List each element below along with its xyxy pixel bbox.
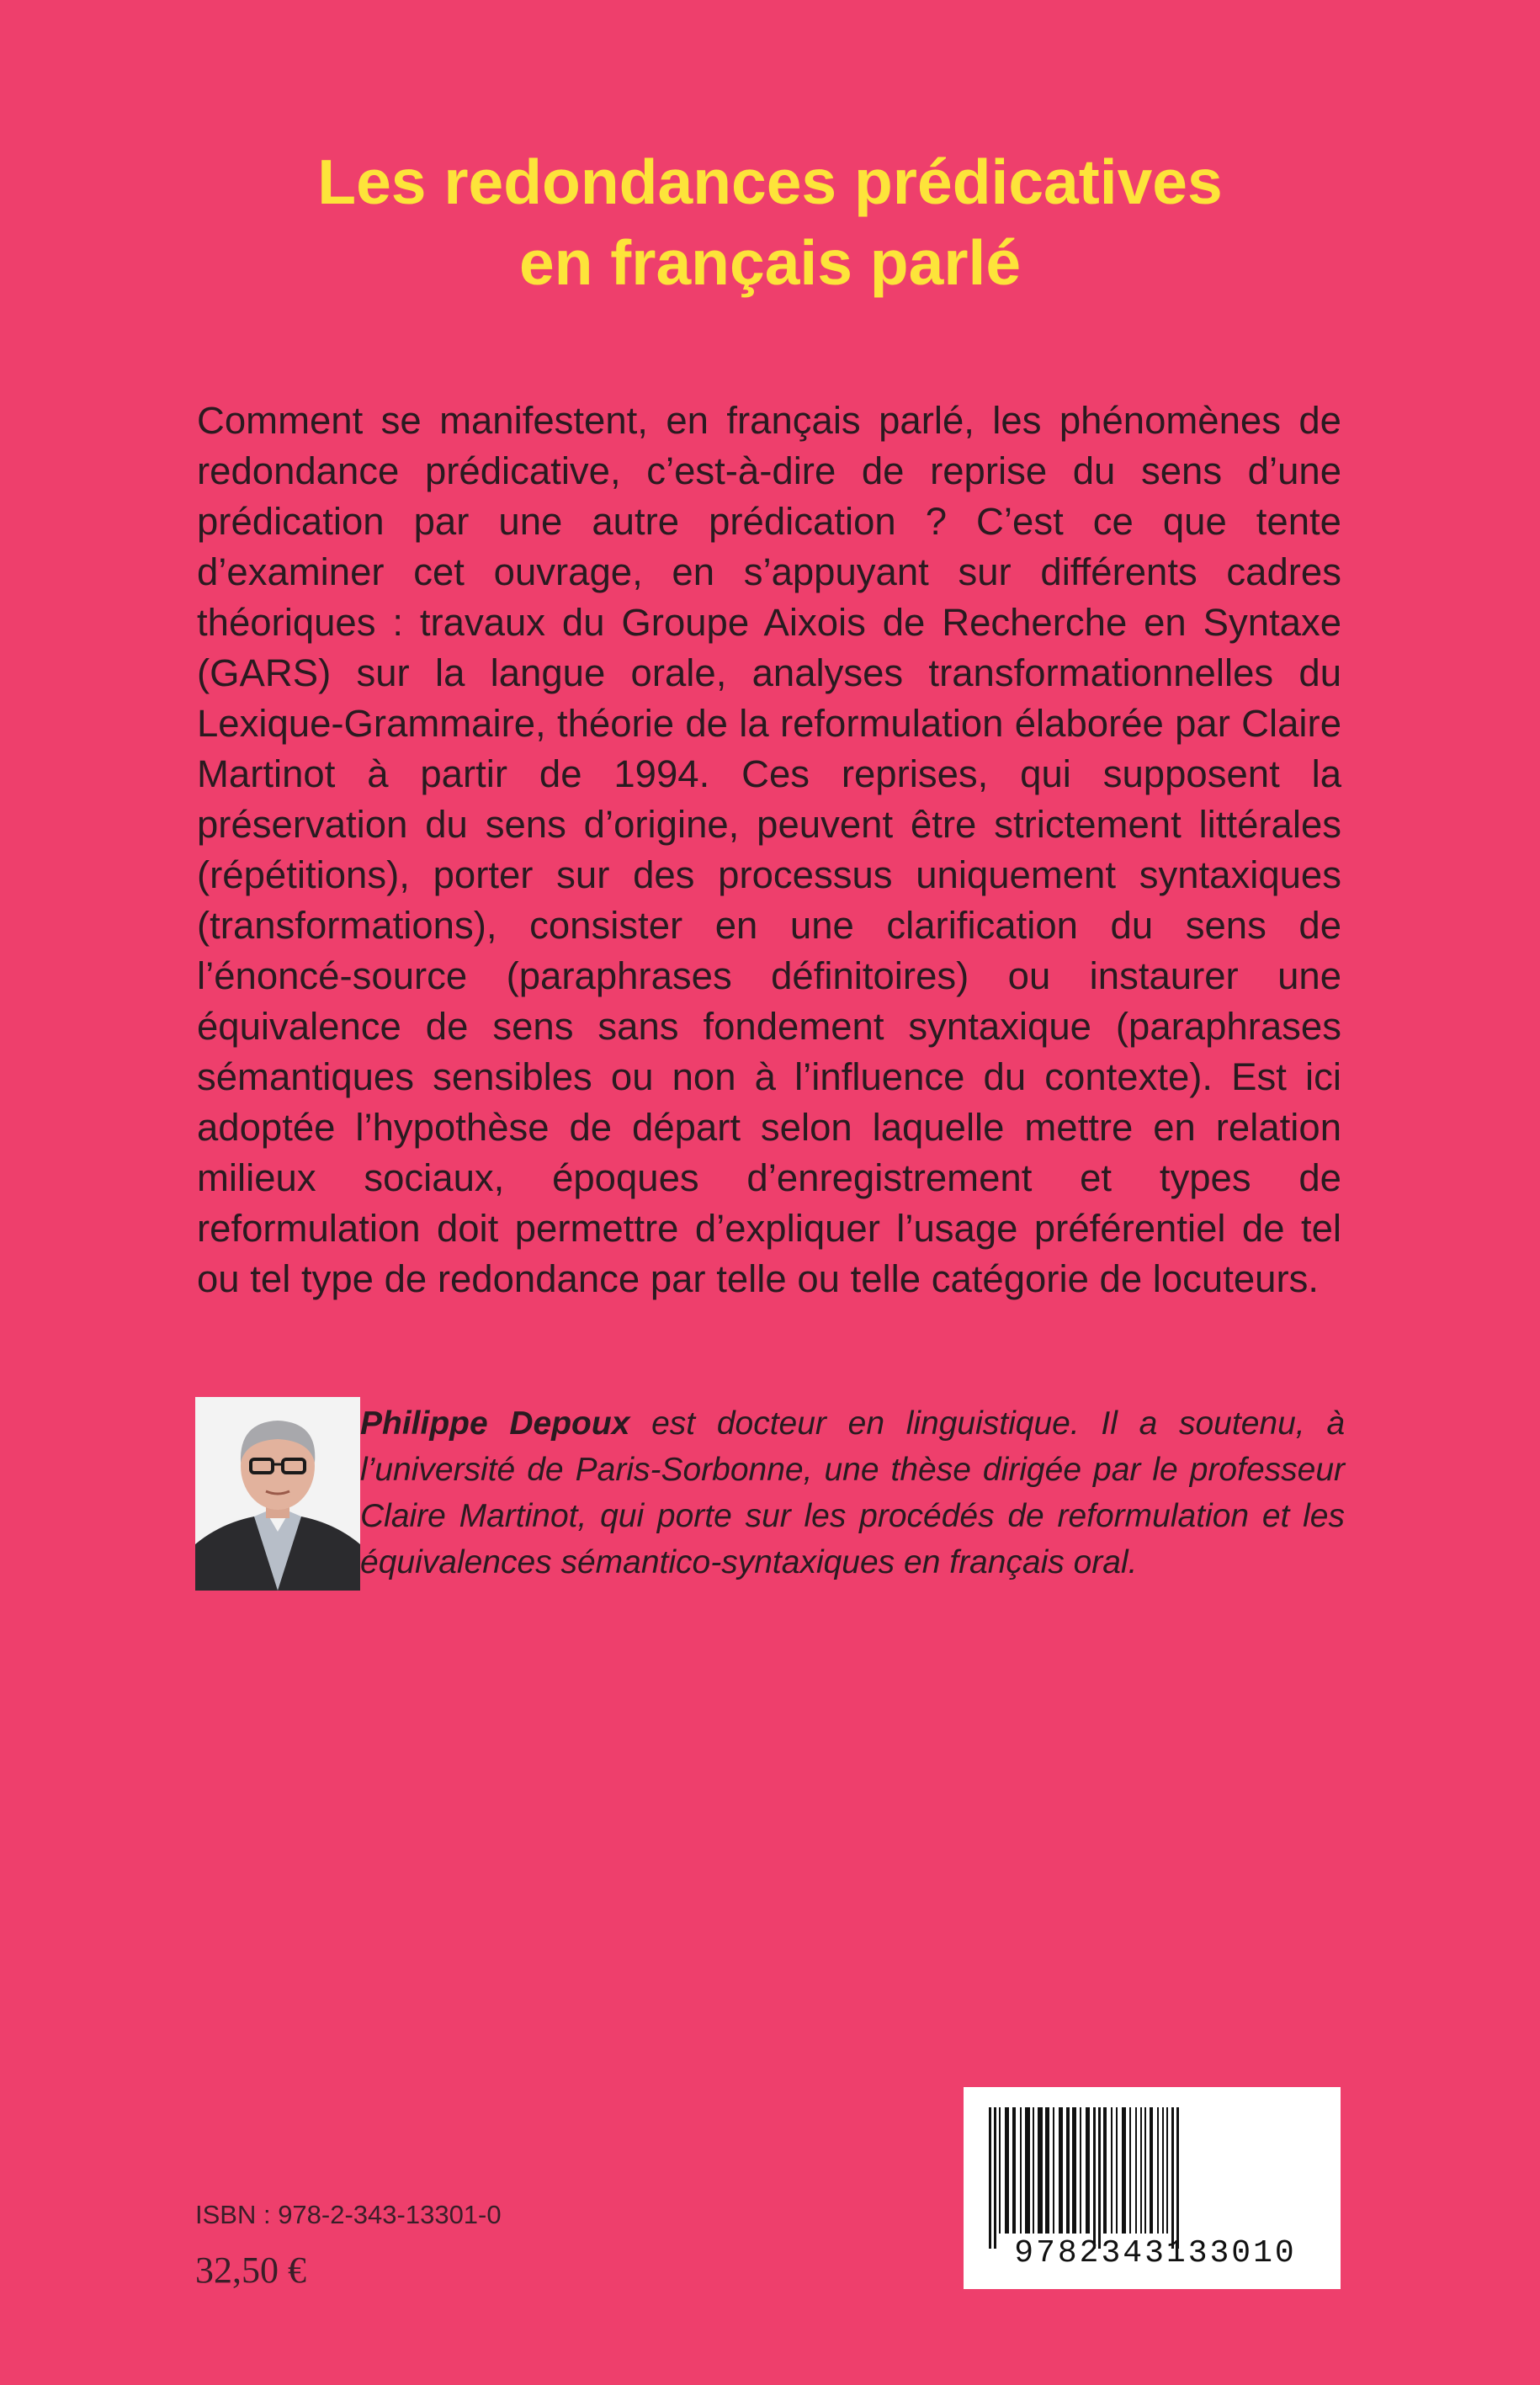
barcode-bar xyxy=(1072,2107,1076,2234)
barcode-bar xyxy=(1150,2107,1153,2234)
barcode-bar xyxy=(1116,2107,1118,2234)
price: 32,50 € xyxy=(195,2250,306,2291)
barcode-bar xyxy=(1020,2107,1022,2234)
barcode xyxy=(964,2087,1341,2289)
title-line-2: en français parlé xyxy=(518,227,1022,298)
barcode-bar xyxy=(1111,2107,1113,2234)
barcode-bar xyxy=(1140,2107,1142,2234)
barcode-bar xyxy=(1086,2107,1090,2234)
barcode-bar xyxy=(1129,2107,1131,2234)
barcode-bar xyxy=(1053,2107,1054,2234)
title-line-1: Les redondances prédicatives xyxy=(317,146,1223,217)
barcode-bar xyxy=(994,2107,996,2249)
barcode-bar xyxy=(1033,2107,1034,2234)
barcode-bar xyxy=(1166,2107,1168,2234)
book-blurb: Comment se manifestent, en français parlé, les phénomènes de redondance prédicative, c’est-à-dire de reprise du sens d’une prédication par une autre prédication ? C’est ce que tente d’examiner cet ouvrage, en s’appuyant sur différents cadres théoriques : travaux du Groupe Aixois de Recherche en Syntaxe (GARS) sur la langue orale, analyses transformationnelles du Lexique-Grammaire, théorie de la reformulation élaborée par Claire Martinot à partir de 1994. Ces reprises, qui supposent la préservation du sens d’origine, peuvent être strictement littérales (répétitions), porter sur des processus uniquement syntaxiques (transformations), consister en une clarification du sens de l’énoncé-source (paraphrases définitoires) ou instaurer une équivalence de sens sans fondement syntaxique (paraphrases sémantiques sensibles ou non à l’influence du contexte). Est ici adoptée l’hypothèse de départ selon laquelle mettre en relation milieux sociaux, époques d’enregistrement et types de reformulation doit permettre d’expliquer l’usage préférentiel de tel ou tel type de redondance par telle ou telle catégorie de locuteurs. xyxy=(197,399,1341,1300)
barcode-bar xyxy=(1144,2107,1146,2234)
barcode-bar xyxy=(1059,2107,1063,2234)
barcode-bar xyxy=(1012,2107,1016,2234)
barcode-bar xyxy=(1176,2107,1179,2249)
barcode-bar xyxy=(1066,2107,1070,2234)
barcode-bar xyxy=(1135,2107,1137,2234)
barcode-bar xyxy=(1157,2107,1159,2234)
isbn: ISBN : 978-2-343-13301-0 xyxy=(195,2200,502,2229)
barcode-bar xyxy=(999,2107,1001,2234)
barcode-bar xyxy=(1171,2107,1174,2249)
author-name: Philippe Depoux xyxy=(360,1405,630,1442)
barcode-bar xyxy=(1093,2107,1096,2249)
barcode-bar xyxy=(1103,2107,1107,2234)
barcode-bar xyxy=(1098,2107,1101,2249)
book-title xyxy=(151,141,1389,303)
barcode-bar xyxy=(1038,2107,1043,2234)
barcode-bar xyxy=(1162,2107,1164,2234)
author-bio xyxy=(360,1400,1345,1586)
barcode-bar xyxy=(1025,2107,1030,2234)
barcode-bar xyxy=(1080,2107,1081,2234)
barcode-bar xyxy=(989,2107,991,2249)
barcode-bar xyxy=(1005,2107,1009,2234)
author-portrait-icon xyxy=(195,1397,360,1591)
author-photo xyxy=(195,1397,360,1591)
barcode-bar xyxy=(1045,2107,1049,2234)
barcode-digits: 9782343133010 xyxy=(1014,2235,1297,2271)
barcode-bar xyxy=(1122,2107,1126,2234)
author-bio-text: est docteur en linguistique. Il a soutenu, à l’université de Paris-Sorbonne, une thèse dirigée par le professeur Claire Martinot, qui porte sur les procédés de reformulation et les équivalences sémantico-syntaxiques en français oral. xyxy=(360,1405,1346,1580)
